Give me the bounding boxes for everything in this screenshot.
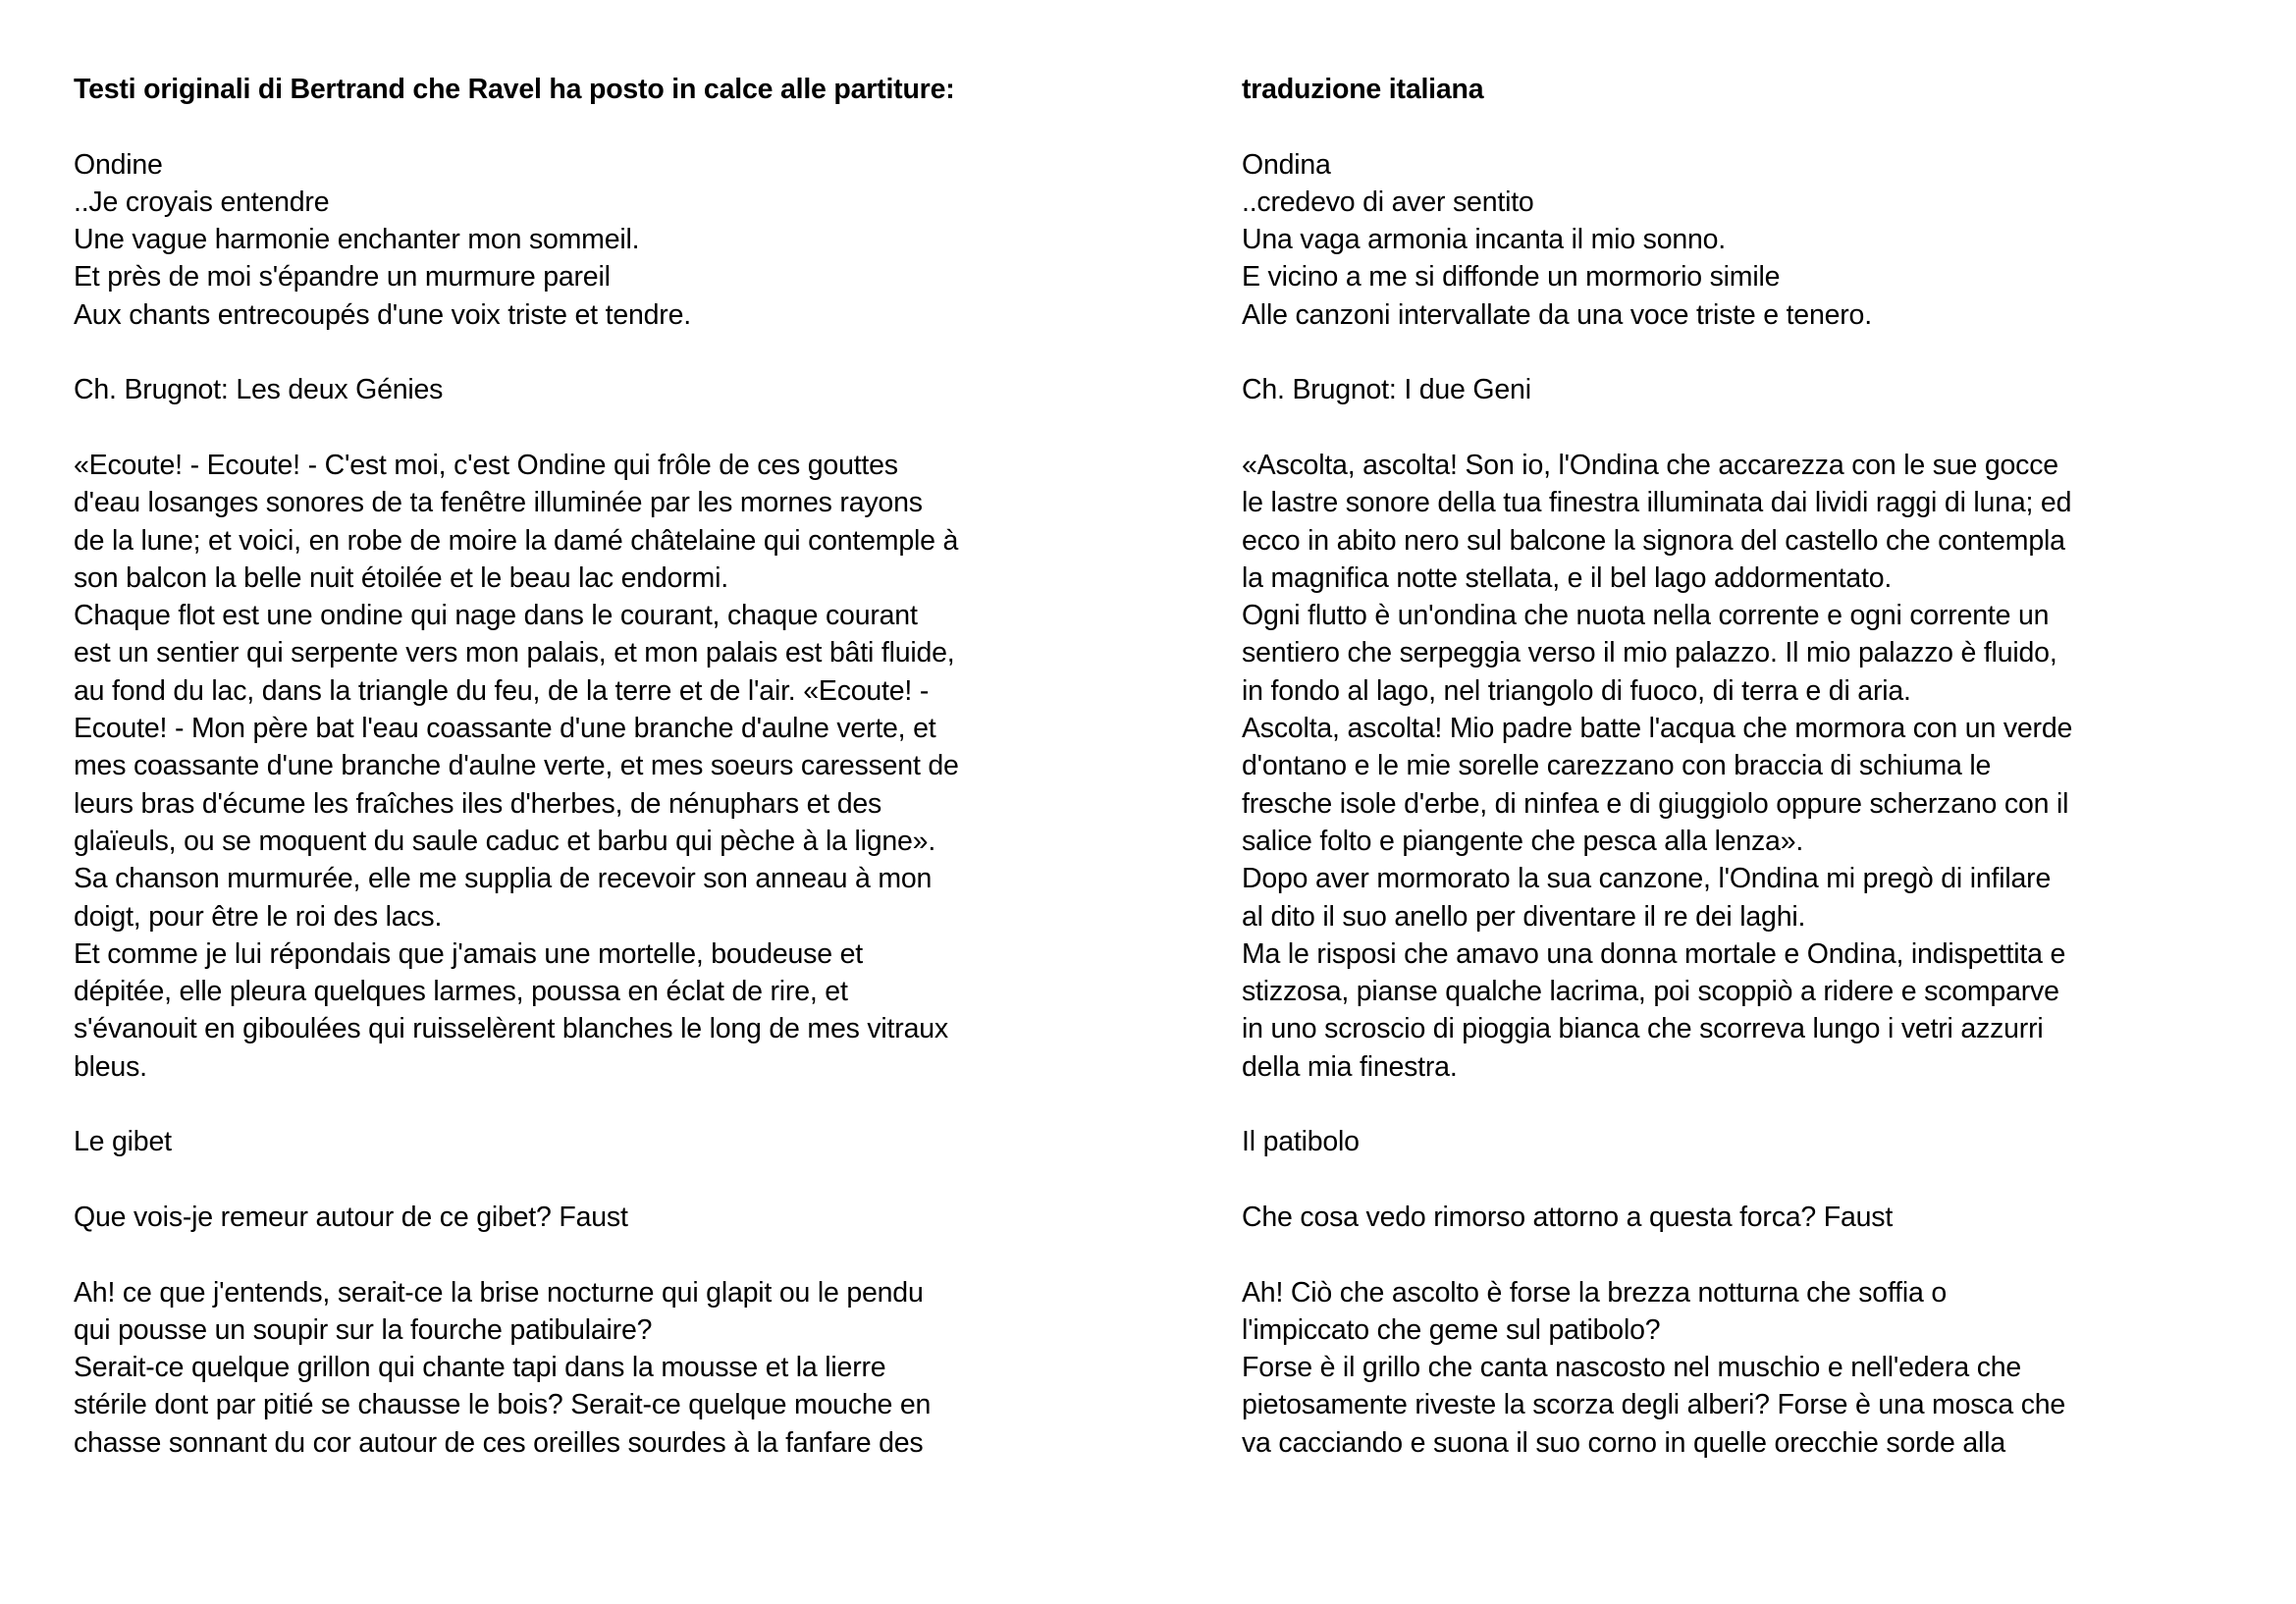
text-line: d'eau losanges sonores de ta fenêtre illuminée par les mornes rayons (74, 487, 923, 519)
text-line: s'évanouit en giboulées qui ruisselèrent blanches le long de mes vitraux (74, 1013, 948, 1045)
column-french-original (74, 71, 1202, 1462)
text-line: va cacciando e suona il suo corno in quelle orecchie sorde alla (1242, 1426, 2005, 1459)
text-line: chasse sonnant du cor autour de ces oreilles sourdes à la fanfare des (74, 1426, 924, 1459)
text-line: «Ecoute! - Ecoute! - C'est moi, c'est Ondine qui frôle de ces gouttes (74, 449, 898, 481)
text-line: ecco in abito nero sul balcone la signora del castello che contempla (1242, 524, 2065, 557)
text-line: Ondine (74, 148, 163, 181)
italian-column-body (1242, 108, 2272, 1462)
text-line: Ogni flutto è un'ondina che nuota nella corrente e ogni corrente un (1242, 600, 2050, 632)
text-line: Et près de moi s'épandre un murmure pareil (74, 261, 611, 294)
text-line: la magnifica notte stellata, e il bel lago addormentato. (1242, 561, 1893, 594)
text-line: in uno scroscio di pioggia bianca che scorreva lungo i vetri azzurri (1242, 1013, 2044, 1045)
blank-line (74, 1161, 1202, 1199)
text-line: Ah! ce que j'entends, serait-ce la brise nocturne qui glapit ou le pendu (74, 1276, 924, 1309)
text-line: de la lune; et voici, en robe de moire la damé châtelaine qui contemple à (74, 524, 959, 557)
blank-line (1242, 1161, 2272, 1199)
italian-column-header: traduzione italiana (1242, 74, 1484, 105)
text-line: qui pousse un soupir sur la fourche patibulaire? (74, 1313, 653, 1346)
text-line: Una vaga armonia incanta il mio sonno. (1242, 224, 1727, 256)
text-line: leurs bras d'écume les fraîches iles d'herbes, de nénuphars et des (74, 787, 882, 820)
text-line: Ascolta, ascolta! Mio padre batte l'acqua che mormora con un verde (1242, 713, 2073, 745)
text-line: son balcon la belle nuit étoilée et le beau lac endormi. (74, 561, 728, 594)
text-line: «Ascolta, ascolta! Son io, l'Ondina che accarezza con le sue gocce (1242, 449, 2058, 481)
text-line: salice folto e piangente che pesca alla lenza». (1242, 825, 1804, 857)
text-line: sentiero che serpeggia verso il mio palazzo. Il mio palazzo è fluido, (1242, 637, 2057, 669)
text-line: Alle canzoni intervallate da una voce triste e tenero. (1242, 298, 1872, 331)
text-line: l'impiccato che geme sul patibolo? (1242, 1313, 1661, 1346)
text-line: bleus. (74, 1050, 147, 1083)
text-line: ..Je croyais entendre (74, 186, 330, 218)
text-line: della mia finestra. (1242, 1050, 1458, 1083)
text-line: Le gibet (74, 1126, 172, 1158)
text-line: le lastre sonore della tua finestra illuminata dai lividi raggi di luna; ed (1242, 487, 2072, 519)
text-line: E vicino a me si diffonde un mormorio simile (1242, 261, 1781, 294)
text-line: pietosamente riveste la scorza degli alberi? Forse è una mosca che (1242, 1389, 2066, 1421)
text-line: Serait-ce quelque grillon qui chante tapi dans la mousse et la lierre (74, 1352, 886, 1384)
text-line: Chaque flot est une ondine qui nage dans le courant, chaque courant (74, 600, 918, 632)
blank-line (74, 334, 1202, 371)
text-line: Que vois-je remeur autour de ce gibet? Faust (74, 1201, 628, 1233)
text-line: in fondo al lago, nel triangolo di fuoco, di terra e di aria. (1242, 674, 1911, 707)
text-line: au fond du lac, dans la triangle du feu, de la terre et de l'air. «Ecoute! - (74, 674, 930, 707)
column-italian-translation (1242, 71, 2272, 1462)
text-line: al dito il suo anello per diventare il re dei laghi. (1242, 900, 1806, 933)
text-line: Et comme je lui répondais que j'amais une mortelle, boudeuse et (74, 937, 863, 970)
blank-line (1242, 409, 2272, 447)
text-line: stizzosa, pianse qualche lacrima, poi scoppiò a ridere e scomparve (1242, 976, 2059, 1008)
text-line: Forse è il grillo che canta nascosto nel muschio e nell'edera che (1242, 1352, 2022, 1384)
text-line: ..credevo di aver sentito (1242, 186, 1534, 218)
blank-line (74, 1236, 1202, 1273)
blank-line (74, 409, 1202, 447)
blank-line (1242, 1086, 2272, 1123)
text-line: Ah! Ciò che ascolto è forse la brezza notturna che soffia o (1242, 1276, 1948, 1309)
text-line: glaïeuls, ou se moquent du saule caduc et barbu qui pèche à la ligne». (74, 825, 936, 857)
text-line: Ch. Brugnot: I due Geni (1242, 374, 1531, 406)
text-line: est un sentier qui serpente vers mon palais, et mon palais est bâti fluide, (74, 637, 955, 669)
text-line: Che cosa vedo rimorso attorno a questa forca? Faust (1242, 1201, 1894, 1233)
blank-line (74, 1086, 1202, 1123)
text-line: dépitée, elle pleura quelques larmes, poussa en éclat de rire, et (74, 976, 848, 1008)
text-line: Ch. Brugnot: Les deux Génies (74, 374, 444, 406)
blank-line (1242, 1236, 2272, 1273)
text-line: Aux chants entrecoupés d'une voix triste et tendre. (74, 298, 691, 331)
text-line: Ma le risposi che amavo una donna mortale e Ondina, indispettita e (1242, 937, 2066, 970)
text-line: Sa chanson murmurée, elle me supplia de recevoir son anneau à mon (74, 863, 933, 895)
blank-line (1242, 334, 2272, 371)
text-line: Il patibolo (1242, 1126, 1360, 1158)
text-line: Dopo aver mormorato la sua canzone, l'Ondina mi pregò di infilare (1242, 863, 2052, 895)
blank-line (74, 108, 1202, 145)
text-line: stérile dont par pitié se chausse le bois? Serait-ce quelque mouche en (74, 1389, 932, 1421)
blank-line (1242, 108, 2272, 145)
text-line: Une vague harmonie enchanter mon sommeil. (74, 224, 640, 256)
french-column-body (74, 108, 1202, 1462)
text-line: fresche isole d'erbe, di ninfea e di giuggiolo oppure scherzano con il (1242, 787, 2069, 820)
text-line: doigt, pour être le roi des lacs. (74, 900, 443, 933)
text-line: d'ontano e le mie sorelle carezzano con braccia di schiuma le (1242, 750, 1992, 782)
text-line: Ondina (1242, 148, 1331, 181)
text-line: mes coassante d'une branche d'aulne verte, et mes soeurs caressent de (74, 750, 959, 782)
french-column-header: Testi originali di Bertrand che Ravel ha posto in calce alle partiture: (74, 74, 955, 105)
text-line: Ecoute! - Mon père bat l'eau coassante d'une branche d'aulne verte, et (74, 713, 936, 745)
